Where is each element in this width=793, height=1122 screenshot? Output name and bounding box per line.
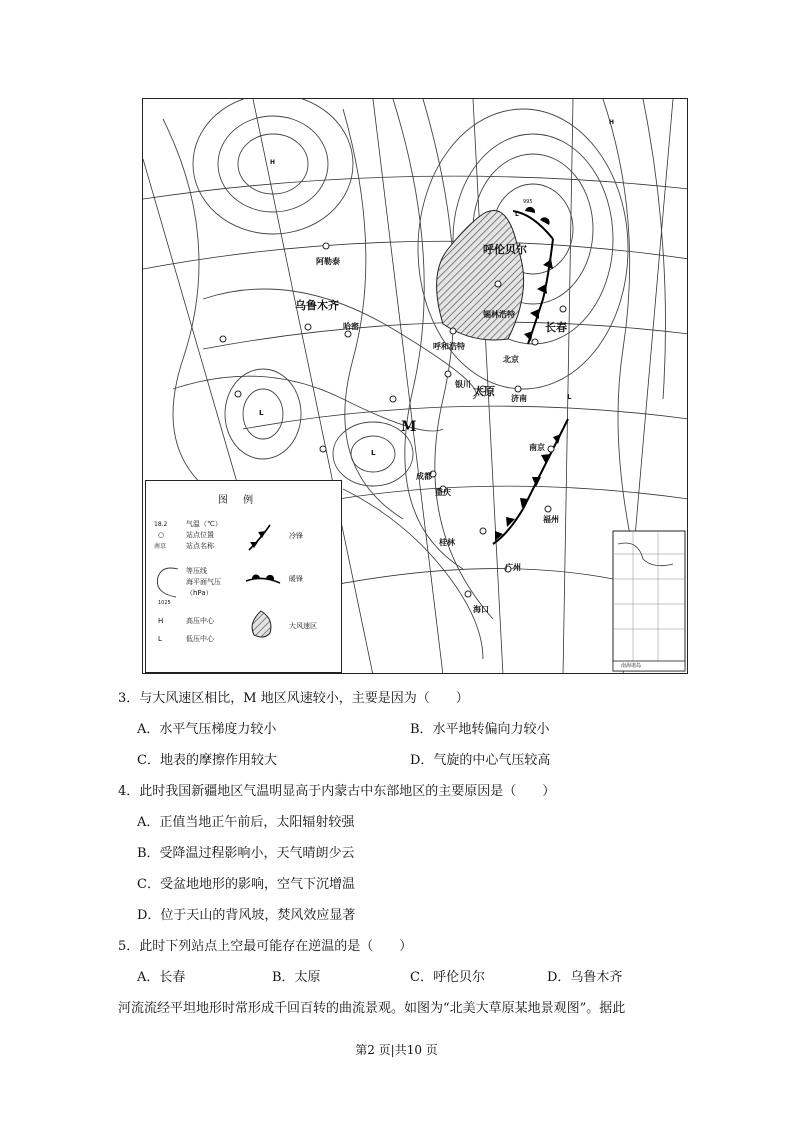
legend-warm-front: 暖锋 — [289, 575, 303, 583]
legend-high-symbol: H — [158, 617, 164, 625]
city-haikou: 海口 — [473, 605, 489, 614]
question-3-stem: 3．与大风速区相比，M 地区风速较小，主要是因为（ ） — [118, 691, 469, 706]
q5-option-b: B．太原 — [272, 970, 321, 985]
legend-title: 图 例 — [218, 495, 260, 506]
city-chengdu: 成都 — [416, 472, 432, 481]
legend-temp: 气温（℃） — [186, 520, 222, 528]
isobar-value: 995 — [523, 199, 533, 205]
q4-option-a: A．正值当地正午前后，太阳辐射较强 — [137, 815, 355, 830]
q3-option-b: B．水平地转偏向力较小 — [410, 722, 550, 737]
label-low-center-ne: L — [515, 211, 519, 218]
q4-option-b: B．受降温过程影响小，天气晴朗少云 — [137, 846, 355, 861]
city-fuzhou: 福州 — [543, 515, 559, 524]
q3-option-a: A．水平气压梯度力较小 — [137, 722, 277, 737]
cold-front-south — [493, 419, 568, 544]
legend-gale-zone: 大风速区 — [289, 622, 317, 630]
q3-option-d: D．气旋的中心气压较高 — [410, 753, 551, 768]
city-changchun: 长春 — [545, 321, 567, 334]
question-5-stem: 5．此时下列站点上空最可能存在逆温的是（ ） — [118, 939, 413, 954]
warm-front — [513, 207, 553, 239]
legend-isobar: 等压线 — [186, 567, 207, 575]
q5-option-d: D．乌鲁木齐 — [547, 970, 623, 985]
city-nanjing: 南京 — [529, 443, 545, 452]
q4-option-c: C．受盆地地形的影响，空气下沉增温 — [137, 877, 355, 892]
question-4-stem: 4．此时我国新疆地区气温明显高于内蒙古中东部地区的主要原因是（ ） — [118, 784, 556, 799]
label-high-center-ne: H — [609, 119, 615, 126]
city-yinchuan: 银川 — [455, 380, 471, 389]
city-guangzhou: 广州 — [505, 563, 521, 572]
legend-gale-symbol — [246, 609, 276, 641]
q4-option-d: D．位于天山的背风坡，焚风效应显著 — [137, 908, 356, 923]
city-xilinhot: 锡林浩特 — [483, 310, 515, 319]
q3-option-c: C．地表的摩擦作用较大 — [137, 753, 277, 768]
q5-option-c: C．呼伦贝尔 — [410, 970, 485, 985]
legend-cold-front: 冷锋 — [289, 532, 303, 540]
city-taiyuan: 太原 — [473, 385, 495, 398]
legend-high: 高压中心 — [186, 617, 214, 625]
label-m: M — [401, 419, 417, 435]
map-legend — [145, 480, 342, 673]
weather-map — [142, 98, 688, 674]
legend-slp-unit: （hPa） — [186, 589, 213, 597]
legend-station-name: 站点名称 — [186, 542, 214, 550]
label-high-center: H — [270, 159, 276, 166]
gale-zone — [437, 211, 524, 340]
city-hohhot: 呼和浩特 — [433, 342, 465, 351]
city-guilin: 桂林 — [439, 538, 455, 547]
passage-text: 河流流经平坦地形时常形成千回百转的曲流景观。如图为“北美大草原某地景观图”。据此 — [118, 1001, 626, 1016]
legend-station-pos: 站点位置 — [186, 531, 214, 539]
legend-temp-sample: 18.2 — [154, 521, 168, 528]
legend-cold-front-symbol — [246, 523, 276, 553]
inset-label: 南海诸岛 — [621, 663, 642, 669]
south-sea-inset — [613, 531, 685, 671]
legend-slp: 海平面气压 — [186, 578, 221, 586]
label-low-center-e: L — [567, 393, 572, 401]
city-beijing: 北京 — [503, 355, 519, 364]
legend-warm-front-symbol — [244, 569, 284, 589]
city-hami: 哈密 — [343, 322, 359, 331]
city-hulunbuir: 呼伦贝尔 — [483, 243, 527, 256]
legend-isobar-sample: 1025 — [158, 600, 171, 606]
legend-low-symbol: L — [158, 635, 162, 643]
legend-station-sample: 南京 — [154, 543, 167, 550]
city-urumqi: 乌鲁木齐 — [295, 299, 339, 312]
legend-station-symbol: ○ — [158, 531, 165, 539]
page-footer: 第2 页|共10 页 — [355, 1043, 438, 1057]
city-altay: 阿勒泰 — [316, 257, 340, 266]
q5-option-a: A．长春 — [137, 970, 186, 985]
label-low-center-w: L — [259, 409, 264, 417]
legend-isobar-symbol — [152, 563, 182, 603]
city-jinan: 济南 — [511, 394, 527, 403]
legend-low: 低压中心 — [186, 635, 214, 643]
city-chongqing: 重庆 — [435, 488, 451, 497]
label-low-center-m: L — [371, 449, 376, 457]
